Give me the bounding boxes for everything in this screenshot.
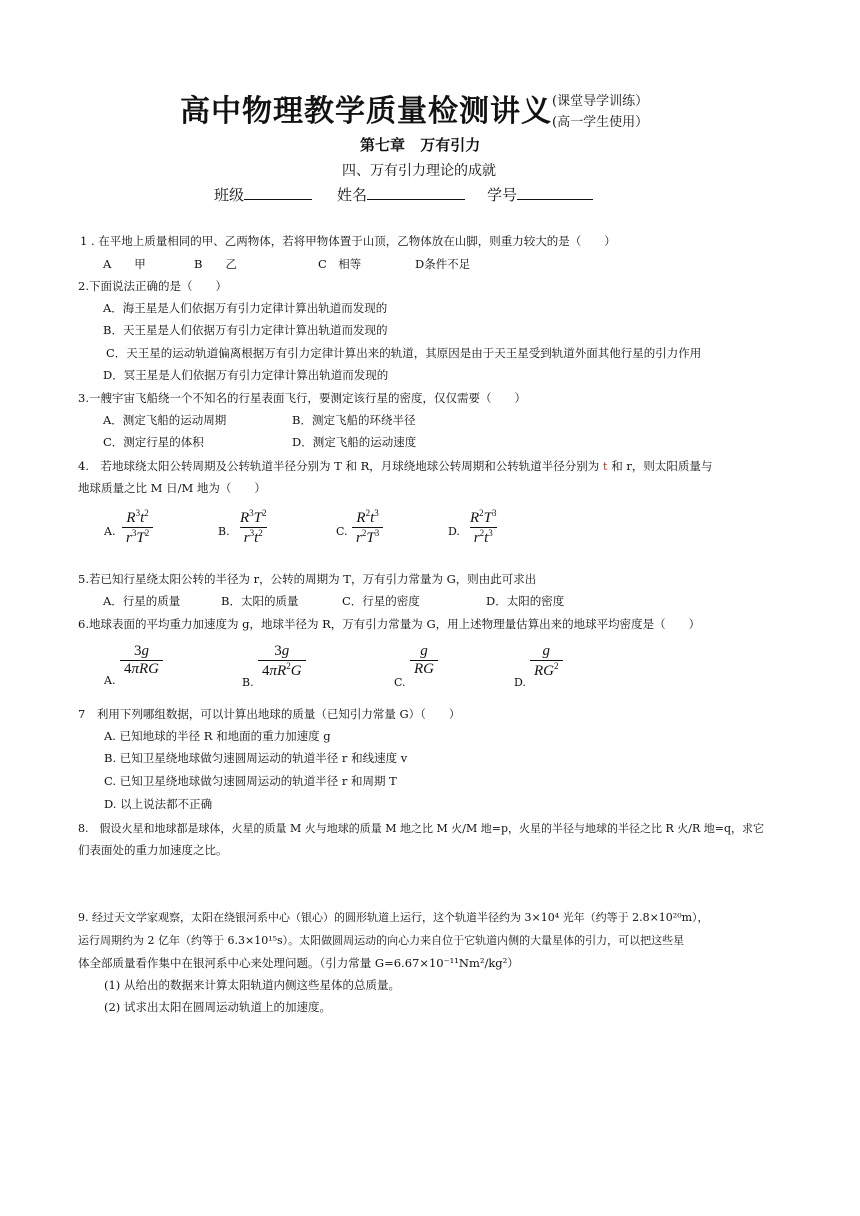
q6-option-a-formula: 3g 4πRG [120, 643, 163, 679]
q3-stem: 3.一艘宇宙飞船绕一个不知名的行星表面飞行，要测定该行星的密度，仅仅需要（ ） [78, 391, 526, 405]
q6-option-c-formula: $\frac{g}{RG}$ [410, 643, 438, 679]
q4-option-c-formula: $\frac{R^2t^3}{r^2T^3}$ [352, 508, 383, 548]
q4-option-b-formula: $\frac{R^3T^2}{r^3t^2}$ [240, 508, 267, 547]
q3-option-b: B．测定飞船的环绕半径 [292, 413, 416, 427]
q3-option-d: D．测定飞船的运动速度 [292, 435, 417, 449]
q3-option-a: A．测定飞船的运动周期 [103, 413, 227, 427]
page-title: 高中物理教学质量检测讲义 [180, 94, 552, 129]
q6-stem: 6.地球表面的平均重力加速度为 g，地球半径为 R，万有引力常量为 G，用上述物理量估算出来的地球平均密度是（ ） [78, 617, 701, 631]
subtitle-usage: (课堂导学训练） [552, 94, 649, 109]
q5-option-c: C．行星的密度 [342, 594, 420, 608]
name-label: 姓名 [337, 186, 368, 204]
q6-option-b-formula: $\frac{3g}{4\pi R^2G}$ [258, 643, 306, 681]
q1-stem: 1 . 在平地上质量相同的甲、乙两物体，若将甲物体置于山顶，乙物体放在山脚，则重力较大的是（ ） [80, 234, 616, 248]
q8-stem-line2: 们表面处的重力加速度之比。 [78, 843, 228, 857]
q7-option-c: C. 已知卫星绕地球做匀速圆周运动的轨道半径 r 和周期 T [104, 774, 397, 788]
q2-option-c: C．天王星的运动轨道偏离根据万有引力定律计算出来的轨道，其原因是由于天王星受到轨道外面其他行星的引力作用 [106, 346, 702, 360]
q5-option-a: A．行星的质量 [103, 594, 181, 608]
q6-option-d-formula: $\frac{g}{RG^2}$ [530, 643, 563, 681]
q4-option-a-formula: $\frac{R^3t^2}{r^3T^2}$ [122, 508, 153, 548]
q9-stem-line2: 运行周期约为 2 亿年（约等于 6.3×10¹⁵s）。太阳做圆周运动的向心力来自位于它轨道内侧的大量星体的引力，可以把这些星 [78, 934, 685, 947]
subtitle-audience: (高一学生使用） [552, 115, 649, 130]
class-label: 班级 [214, 186, 245, 204]
q9-stem-line1: 9. 经过天文学家观察，太阳在绕银河系中心（银心）的圆形轨道上运行，这个轨道半径约为 3×10⁴ 光年（约等于 2.8×10²⁰m）， [78, 911, 709, 924]
q4-option-b-label: B. [218, 525, 230, 538]
q2-stem: 2.下面说法正确的是（ ） [78, 279, 227, 293]
q7-stem: 7 利用下列哪组数据，可以计算出地球的质量（已知引力常量 G）（ ） [78, 707, 461, 721]
q1-option-c: C 相等 [318, 257, 362, 271]
q1-option-d: D条件不足 [415, 257, 471, 271]
q2-option-a: A．海王星是人们依据万有引力定律计算出轨道而发现的 [103, 301, 388, 315]
name-field[interactable] [337, 184, 465, 205]
q7-option-d: D. 以上说法都不正确 [104, 797, 213, 811]
chapter-heading: 第七章 万有引力 [360, 136, 481, 154]
q6-option-a-label: A. [104, 674, 116, 687]
q2-option-d: D．冥王星是人们依据万有引力定律计算出轨道而发现的 [103, 368, 389, 382]
q7-option-b: B. 已知卫星绕地球做匀速圆周运动的轨道半径 r 和线速度 v [104, 751, 408, 765]
q4-option-c-label: C. [336, 525, 348, 538]
q5-option-d: D．太阳的密度 [486, 594, 565, 608]
q5-stem: 5.若已知行星绕太阳公转的半径为 r，公转的周期为 T，万有引力常量为 G，则由此可求出 [78, 572, 537, 586]
q7-option-a: A. 已知地球的半径 R 和地面的重力加速度 g [104, 729, 331, 743]
class-field[interactable] [214, 184, 312, 205]
student-number-blank[interactable] [517, 185, 593, 200]
class-blank[interactable] [244, 185, 312, 200]
q4-option-d-formula: $\frac{R^2T^3}{r^2t^3}$ [470, 508, 497, 547]
q5-option-b: B．太阳的质量 [221, 594, 299, 608]
section-heading: 四、万有引力理论的成就 [342, 163, 496, 179]
q4-highlight-t: t [602, 459, 608, 473]
q3-option-c: C．测定行星的体积 [103, 435, 204, 449]
q1-option-b: B 乙 [194, 257, 237, 271]
q9-part-2: (2) 试求出太阳在圆周运动轨道上的加速度。 [104, 1000, 331, 1014]
q8-stem-line1: 8. 假设火星和地球都是球体，火星的质量 M 火与地球的质量 M 地之比 M 火/M 地=p，火星的半径与地球的半径之比 R 火/R 地=q，求它 [78, 822, 765, 835]
q9-part-1: (1) 从给出的数据来计算太阳轨道内侧这些星体的总质量。 [104, 978, 400, 992]
q4-stem-line2: 地球质量之比 M 日/M 地为（ ） [78, 481, 266, 495]
student-number-field[interactable] [487, 184, 593, 205]
q9-stem-line3: 体全部质量看作集中在银河系中心来处理问题。（引力常量 G=6.67×10⁻¹¹Nm²/kg²） [78, 956, 519, 970]
name-blank[interactable] [367, 185, 465, 200]
q1-option-a: A 甲 [103, 257, 146, 271]
q6-option-b-label: B. [242, 676, 254, 689]
q2-option-b: B．天王星是人们依据万有引力定律计算出轨道而发现的 [103, 323, 388, 337]
q4-option-d-label: D. [448, 525, 460, 538]
q6-option-c-label: C. [394, 676, 406, 689]
student-number-label: 学号 [487, 186, 518, 204]
q4-stem-line1: 4. 若地球绕太阳公转周期及公转轨道半径分别为 T 和 R，月球绕地球公转周期和公转轨道半径分别为 t 和 r，则太阳质量与 [78, 459, 713, 473]
q6-option-d-label: D. [514, 676, 526, 689]
q4-option-a-label: A. [104, 525, 116, 538]
